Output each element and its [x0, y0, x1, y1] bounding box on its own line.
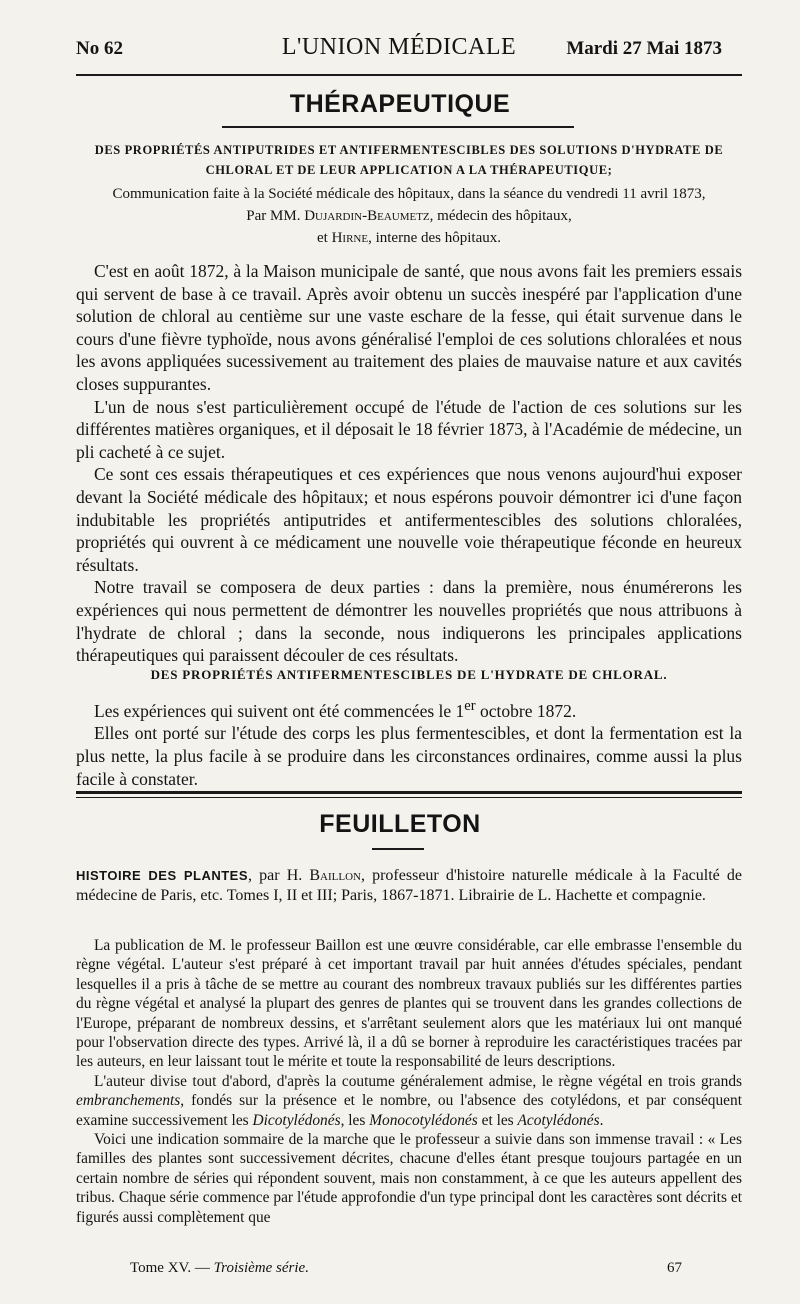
paragraph: Elles ont porté sur l'étude des corps les plus fermentescibles, et dont la fermentation est la plus nette, la plus facile à se produire dans les circonstances ordinaires, comme aussi la plus facile à constater. [76, 723, 742, 789]
header-rule [76, 74, 742, 76]
section-title-therapeutique: THÉRAPEUTIQUE [289, 90, 511, 118]
article-body [76, 260, 742, 667]
paragraph: L'auteur divise tout d'abord, d'après la coutume généralement admise, le règne végétal en trois grands embranchements, fondés sur la présence et le nombre, ou l'absence des cotylédons, et par conséquent examine successivement les Dicotylédonés, les Monocotylédonés et les Acotylédonés. [76, 1072, 742, 1129]
authors-line-2: et Hirne, interne des hôpitaux. [317, 230, 501, 246]
feuilleton-body [76, 936, 742, 1227]
section-divider-thick [76, 791, 742, 794]
subheading: DES PROPRIÉTÉS ANTIFERMENTESCIBLES DE L'HYDRATE DE CHLORAL. [150, 667, 668, 682]
paragraph: Les expériences qui suivent ont été commencées le 1er octobre 1872. [94, 698, 577, 721]
communication-line: Communication faite à la Société médicale des hôpitaux, dans la séance du vendredi 11 avril 1873, [112, 186, 706, 202]
section-title-feuilleton: FEUILLETON [319, 810, 481, 838]
paragraph: Voici une indication sommaire de la marche que le professeur a suivie dans son immense travail : « Les familles des plantes sont successivement décrites, chacune d'elles étant presque toujours partagée en un certain nombre de séries qui répondent souvent, mais non constamment, à ce que les auteurs appellent des tribus. Chaque série commence par l'étude approfondie d'un type principal dont les caractères sont décrits et figurés aussi complètement que [76, 1131, 742, 1226]
article-body-continued [76, 695, 742, 790]
book-author: Baillon [309, 867, 361, 884]
book-title: HISTOIRE DES PLANTES [76, 868, 249, 883]
authors-line-1: Par MM. Dujardin-Beaumetz, médecin des hôpitaux, [246, 208, 572, 224]
paragraph: L'un de nous s'est particulièrement occupé de l'étude de l'action de ces solutions sur les différentes matières organiques, et il déposait le 18 février 1873, à l'Académie de médecine, un pli cacheté à ce sujet. [76, 396, 742, 462]
page-number: 67 [667, 1260, 682, 1276]
paragraph: Ce sont ces essais thérapeutiques et ces expériences que nous venons aujourd'hui exposer devant la Société médicale des hôpitaux; et nous espérons pouvoir démontrer ici d'une façon indubitable les propriétés antiputrides et antifermentescibles des solutions chloralées, propriétés qui ouvrent à ce médicament une nouvelle voie thérapeutique féconde en heureux résultats. [76, 464, 742, 575]
paragraph: La publication de M. le professeur Baillon est une œuvre considérable, car elle embrasse l'ensemble du règne végétal. L'auteur s'est préparé à cet important travail par huit années d'études spéciales, pendant lesquelles il a pris à tâche de se mettre au courant des nombreux travaux publiés sur les différentes parties du règne végétal et analysé la plupart des genres de plantes qui se trouvent dans les grandes collections de l'Europe, préparant de nombreux dessins, et s'arrêtant seulement alors que les matériaux lui ont manqué pour l'observation directe des types. Arrivé là, il a dû se borner à reproduire les caractéristiques tracées par les auteurs, en leur laissant tout le mérite et toute la responsabilité de leurs descriptions. [76, 937, 742, 1071]
feuilleton-underline [372, 848, 424, 850]
issue-date: Mardi 27 Mai 1873 [566, 38, 722, 59]
journal-title: L'UNION MÉDICALE [281, 34, 517, 60]
article-title: DES PROPRIÉTÉS ANTIPUTRIDES ET ANTIFERMENTESCIBLES DES SOLUTIONS D'HYDRATE DE CHLORAL ET DE LEUR APPLICATION A LA THÉRAPEUTIQUE; [94, 143, 724, 177]
paragraph: C'est en août 1872, à la Maison municipale de santé, que nous avons fait les premiers essais qui servent de base à ce travail. Après avoir obtenu un succès inespéré par l'application d'une solution de chloral au centième sur une vaste eschare de la fesse, qui était survenue dans le cours d'une fièvre typhoïde, nous avons généralisé l'emploi de ces solutions chloralées et nous les avons appliquées sucessivement au traitement des plaies de mauvaise nature et aux cavités closes suppurantes. [76, 261, 742, 394]
section-divider-thin [76, 797, 742, 798]
title-underline [222, 126, 574, 128]
book-notice: HISTOIRE DES PLANTES, par H. Baillon, professeur d'histoire naturelle médicale à la Faculté de médecine de Paris, etc. Tomes I, II et III; Paris, 1867-1871. Librairie de L. Hachette et compagnie. [76, 867, 742, 904]
tome-line: Tome XV. — Troisième série. [130, 1260, 309, 1276]
author-dujardin: Dujardin-Beaumetz [304, 208, 430, 224]
paragraph: Notre travail se composera de deux parties : dans la première, nous énumérerons les expériences qui nous permettent de démontrer les nouvelles propriétés que nous attribuons à l'hydrate de chloral ; dans la seconde, nous indiquerons les principales applications thérapeutiques qui paraissent découler de ces résultats. [76, 577, 742, 666]
author-hirne: Hirne [331, 230, 369, 246]
issue-number: No 62 [76, 38, 123, 59]
running-head [76, 34, 722, 64]
article-header [76, 140, 742, 249]
